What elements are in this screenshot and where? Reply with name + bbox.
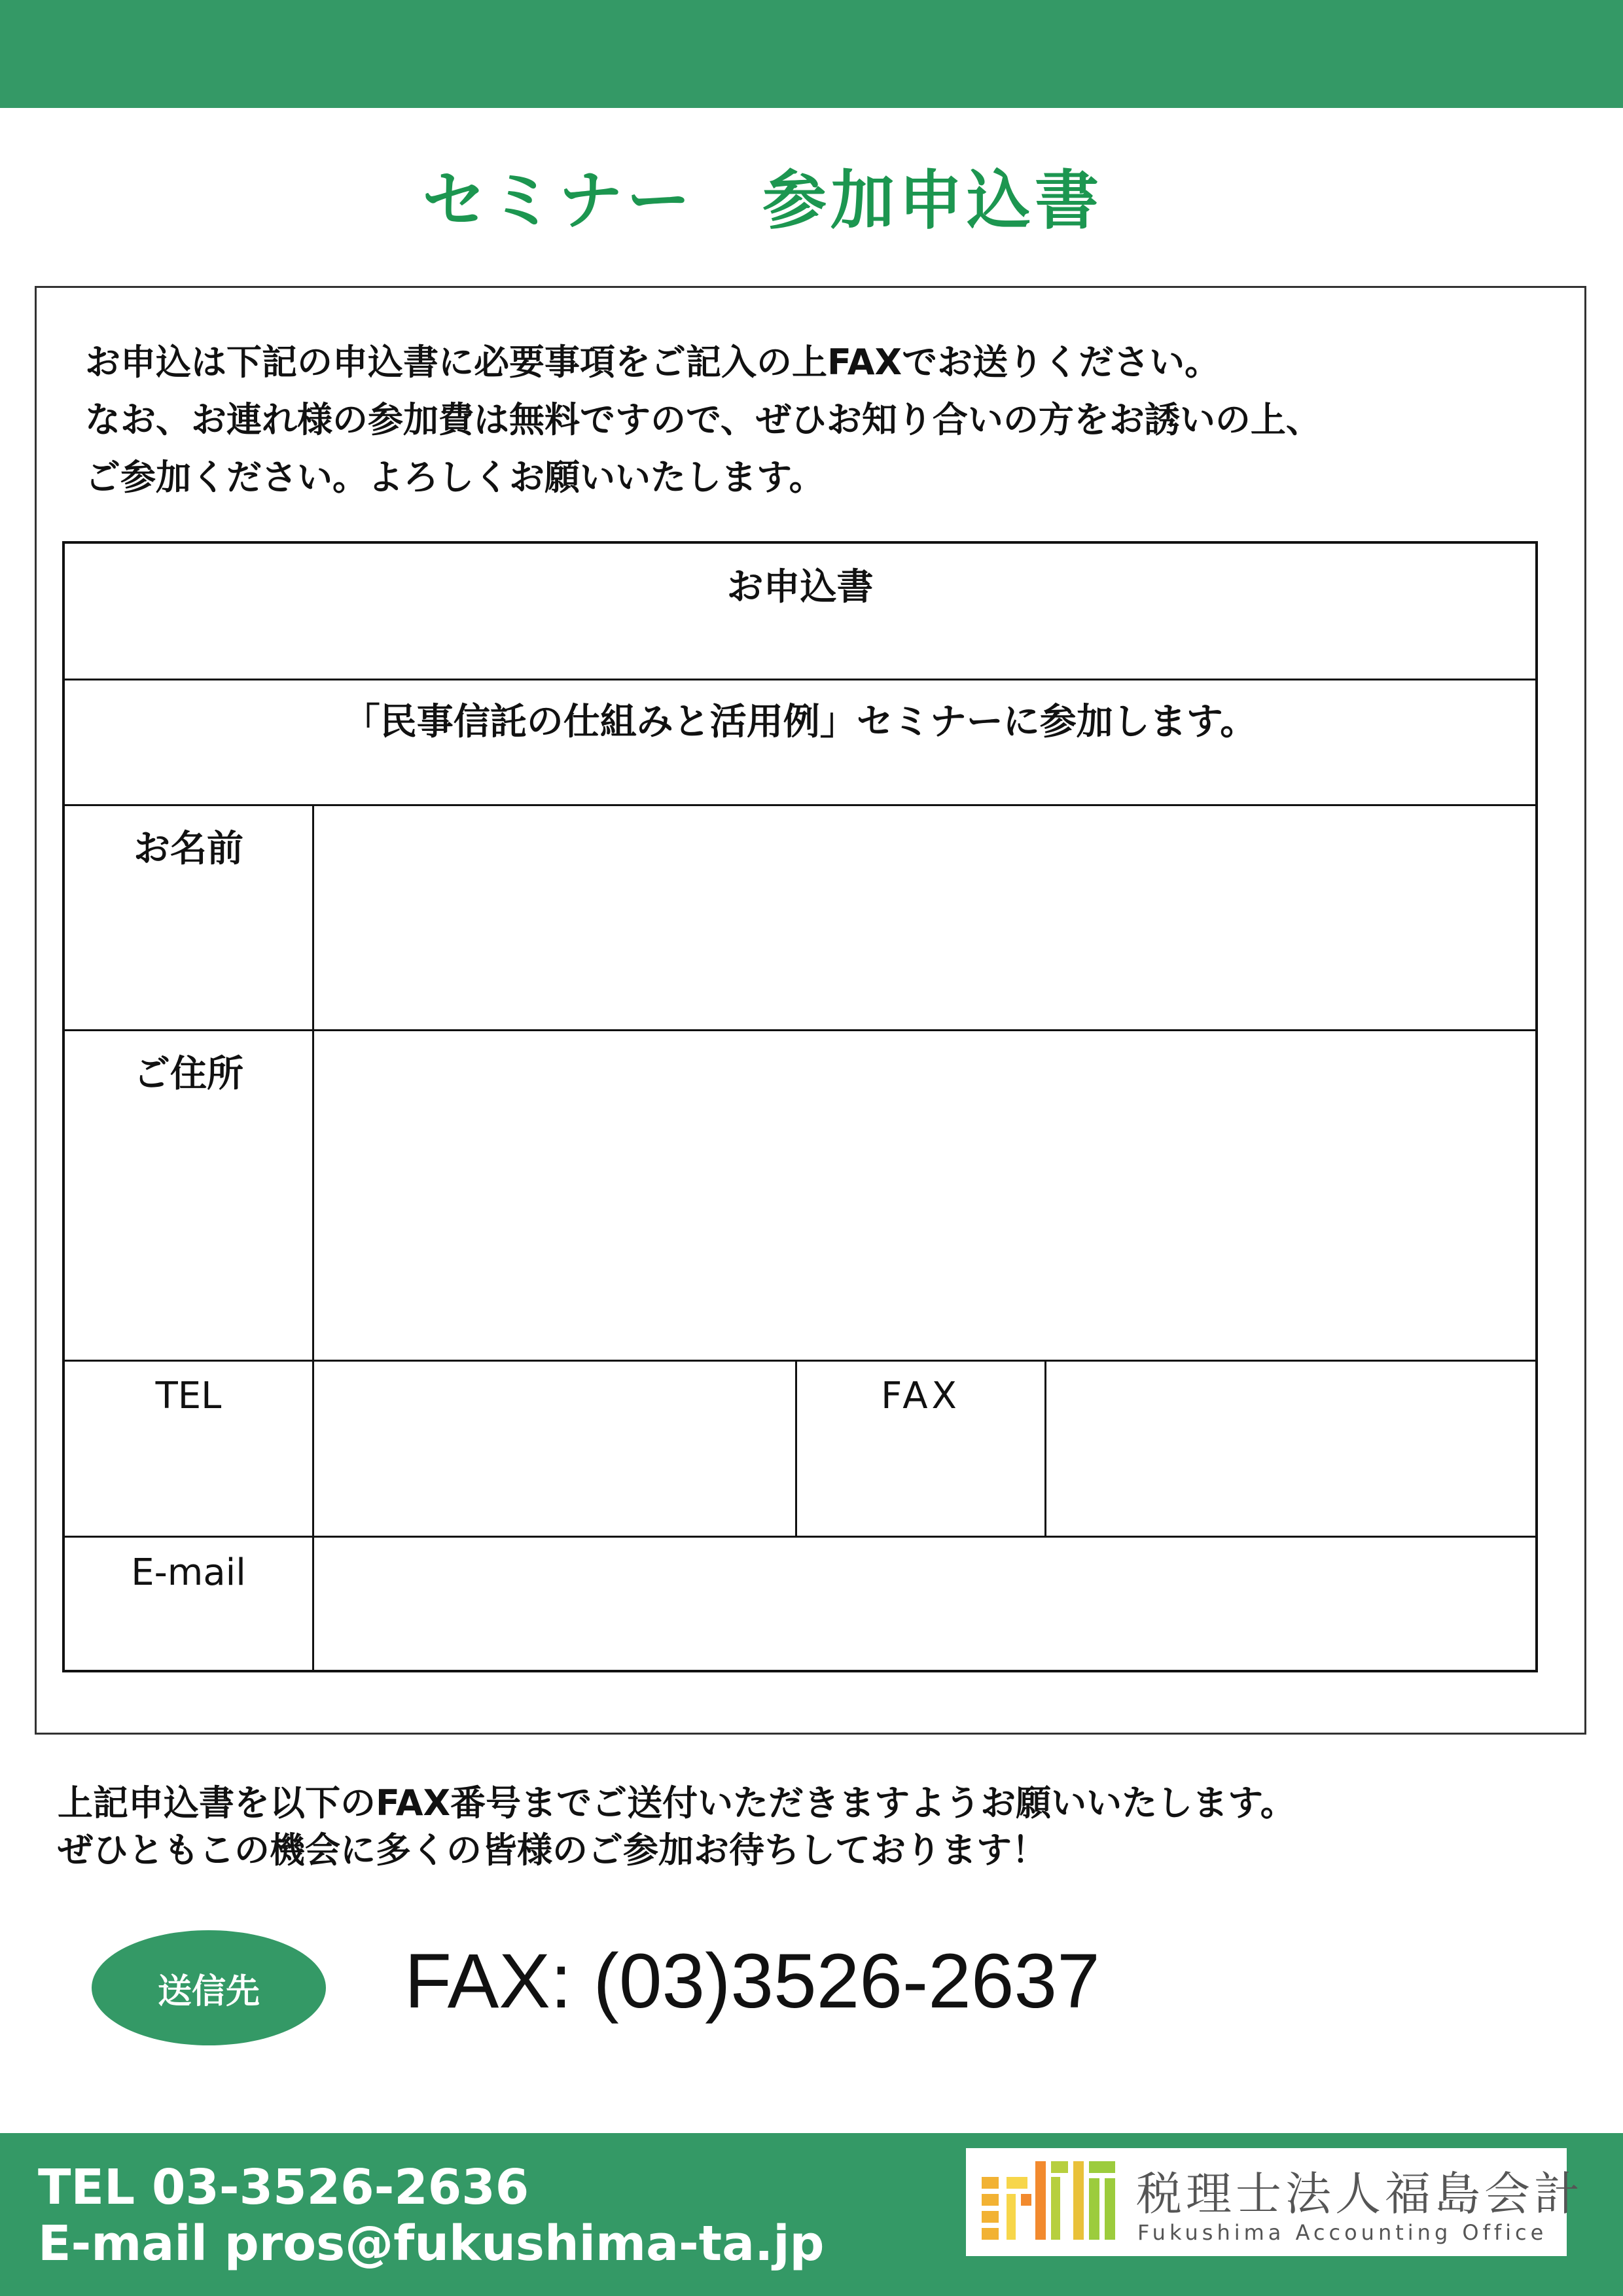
submission-note <box>58 1780 1563 1874</box>
page-title: セミナー 参加申込書 <box>421 164 1103 238</box>
footer-tel: TEL 03-3526-2636 <box>38 2159 529 2216</box>
row-divider <box>65 679 1535 680</box>
tel-label: TEL <box>155 1375 222 1417</box>
logo-name-jp: 税理士法人福島会計 <box>1136 2167 1584 2221</box>
intro-line: お申込は下記の申込書に必要事項をご記入の上FAXでお送りください。 <box>85 342 1221 383</box>
logo-name-en: Fukushima Accounting Office <box>1137 2220 1548 2245</box>
intro-line: なお、お連れ様の参加費は無料ですので、ぜひお知り合いの方をお誘いの上、 <box>85 399 1321 440</box>
send-to-label: 送信先 <box>157 1971 260 2011</box>
address-field[interactable] <box>314 1031 1535 1360</box>
fax-field[interactable] <box>1046 1362 1535 1536</box>
note-line: 上記申込書を以下のFAX番号までご送付いただきますようお願いいたします。 <box>58 1782 1296 1824</box>
form-header: お申込書 <box>726 566 874 609</box>
footer-contact <box>38 2159 825 2272</box>
email-field[interactable] <box>314 1538 1535 1670</box>
intro-line: ご参加ください。よろしくお願いいたします。 <box>85 457 825 498</box>
destination-fax-number: FAX: (03)3526-2637 <box>404 1938 1100 2024</box>
name-field[interactable] <box>314 806 1535 1029</box>
application-form-table <box>62 541 1538 1672</box>
company-logo <box>966 2148 1584 2256</box>
send-to-badge <box>92 1930 326 2045</box>
tel-field[interactable] <box>314 1362 795 1536</box>
fukushima-logo-icon <box>978 2155 1126 2246</box>
note-line: ぜひともこの機会に多くの皆様のご参加お待ちしております！ <box>58 1829 1047 1871</box>
email-label: E-mail <box>131 1551 246 1594</box>
name-label: お名前 <box>134 828 243 870</box>
address-label: ご住所 <box>134 1053 243 1095</box>
top-banner <box>0 0 1623 108</box>
fax-label: FAX <box>881 1375 961 1417</box>
footer-email: E-mail pros@fukushima-ta.jp <box>38 2216 825 2272</box>
intro-text <box>85 334 1558 506</box>
form-statement: 「民事信託の仕組みと活用例」セミナーに参加します。 <box>343 701 1257 743</box>
